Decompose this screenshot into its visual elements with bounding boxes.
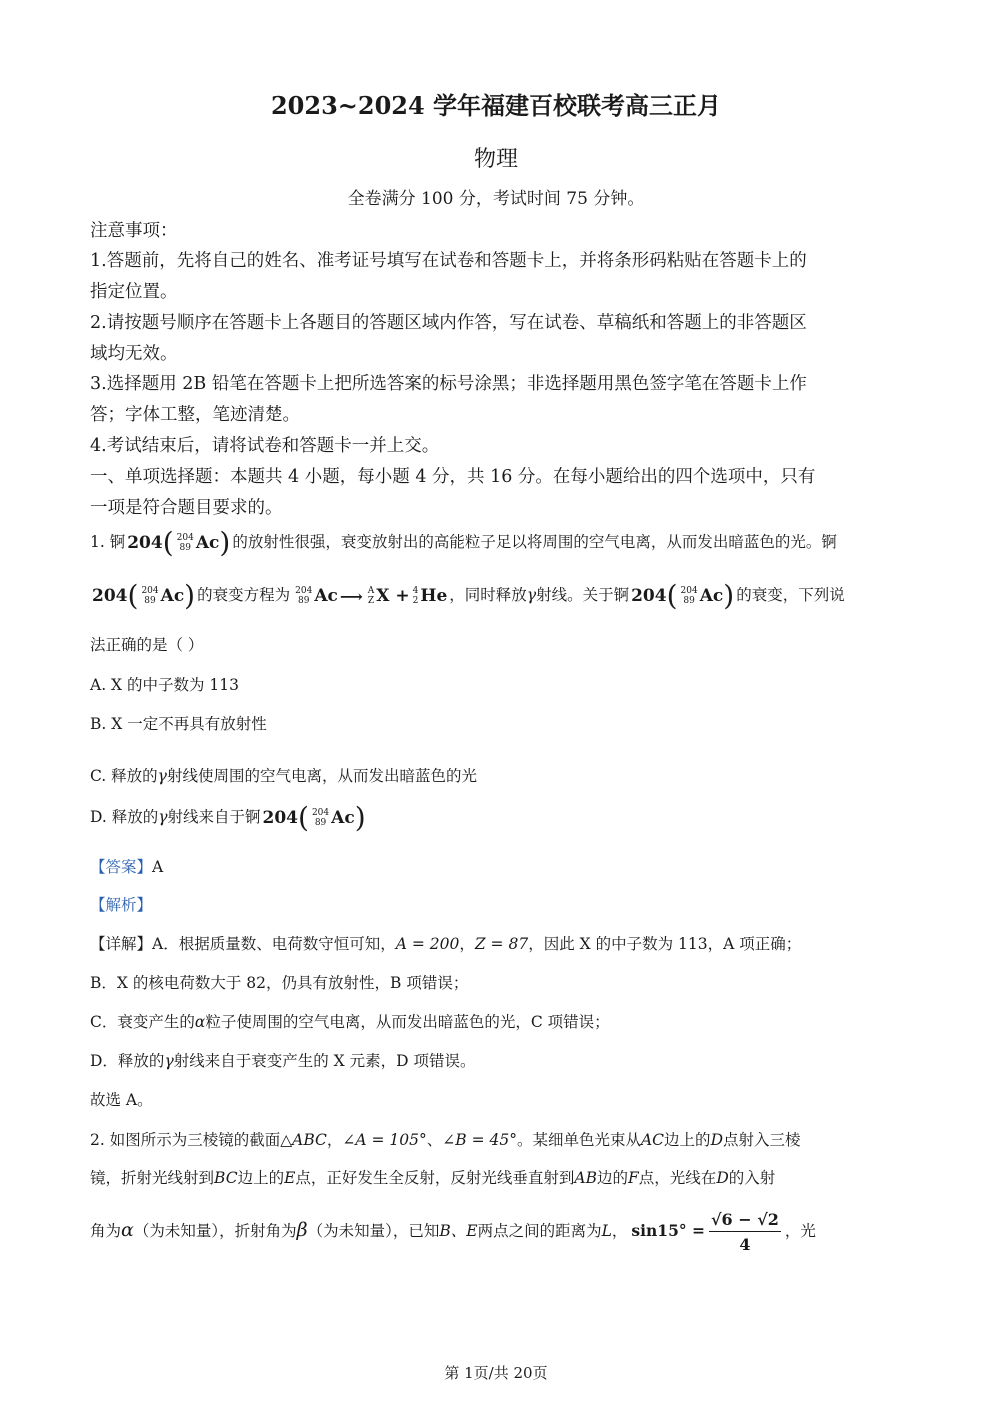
equation-a: A = 200 — [395, 935, 460, 953]
side-ab: AB — [574, 1169, 598, 1187]
section-heading-cont: 一项是符合题目要求的。 — [90, 498, 283, 518]
q2-text: 的入射 — [728, 1169, 776, 1187]
fraction — [709, 1210, 781, 1254]
x-mass: A — [367, 586, 375, 596]
q2-text: 点，正好发生全反射，反射光线垂直射到 — [295, 1169, 575, 1187]
q2-text: 2. 如图所示为三棱镜的截面 — [90, 1131, 281, 1149]
subject-title: 物理 — [473, 147, 518, 172]
gamma-symbol: γ — [157, 767, 167, 785]
answer-tag: 【答案】 — [90, 858, 153, 876]
q2-text: 点，光线在 — [638, 1169, 717, 1187]
q2-text: 边上的 — [664, 1131, 711, 1149]
analysis-b: B．X 的核电荷数大于 82，仍具有放射性，B 项错误； — [90, 974, 469, 992]
analysis-c — [90, 1010, 905, 1032]
q2-text: 点射入三棱 — [723, 1131, 801, 1149]
mass-number: 204 — [176, 533, 194, 543]
note-2-cont: 域均无效。 — [90, 344, 178, 364]
q2-text: 两点之间的距离为 — [477, 1222, 602, 1240]
atomic-number: 89 — [179, 543, 191, 553]
q2-text: 。某细单色光束从 — [516, 1131, 641, 1149]
analysis-tag — [90, 893, 905, 915]
notes-heading: 注意事项： — [90, 221, 178, 241]
q2-text: （为未知量），折射角为 — [133, 1222, 297, 1240]
point-e: E — [284, 1169, 296, 1187]
sin-expression: sin15° = — [631, 1221, 706, 1240]
analysis-c-text: 粒子使周围的空气电离，从而发出暗蓝色的光，C 项错误； — [205, 1013, 610, 1031]
angle-b: ∠B = 45° — [442, 1131, 517, 1149]
note-4: 4.考试结束后，请将试卷和答题卡一并上交。 — [90, 436, 440, 456]
atomic-number: 89 — [144, 596, 156, 606]
nuclide-formula: 204 ( 204 89 Ac ) — [262, 801, 366, 834]
mass-number: 204 — [141, 586, 159, 596]
exam-title: 2023~2024 学年福建百校联考高三正月 — [270, 91, 722, 120]
q1-text: 的衰变，下列说 — [736, 586, 845, 604]
q2-text: 边上的 — [237, 1169, 285, 1187]
option-c-text: 射线使周围的空气电离，从而发出暗蓝色的光 — [166, 767, 477, 785]
atomic-number: 89 — [683, 596, 695, 606]
point-d: D — [716, 1169, 729, 1187]
q2-text: ，光 — [784, 1222, 816, 1240]
option-a: A. X 的中子数为 113 — [90, 676, 240, 694]
note-1 — [90, 247, 905, 272]
q1-text: 的放射性很强，衰变放射出的高能粒子足以将周围的空气电离，从而发出暗蓝色的光。锕 — [232, 533, 837, 551]
detail-prefix: 【详解】A．根据质量数、电荷数守恒可知， — [90, 935, 396, 953]
side-bc: BC — [214, 1169, 238, 1187]
q2-text: ， — [611, 1222, 628, 1240]
side-ac: AC — [640, 1131, 665, 1149]
q2-line-1 — [90, 1128, 905, 1150]
q1-text: ，同时释放 — [449, 586, 527, 604]
point-f: F — [628, 1169, 639, 1187]
q1-text: 的衰变方程为 — [197, 586, 291, 604]
nuclide-number: 204 — [262, 808, 299, 828]
x-symbol: X — [376, 586, 390, 606]
separator: ， — [459, 935, 475, 953]
q2-text: 、 — [426, 1131, 443, 1149]
equation-z: Z = 87 — [474, 935, 529, 953]
exam-info: 全卷满分 100 分，考试时间 75 分钟。 — [347, 189, 645, 209]
nuclide-number: 204 — [127, 533, 163, 553]
analysis-d — [90, 1049, 905, 1071]
fraction-denominator: 4 — [739, 1235, 751, 1254]
mass-number: 204 — [311, 808, 330, 818]
analysis-d-text: 射线来自于衰变产生的 X 元素，D 项错误。 — [173, 1052, 476, 1070]
q2-line-3 — [90, 1210, 905, 1254]
point-d: D — [710, 1131, 723, 1149]
note-1-cont: 指定位置。 — [90, 282, 178, 302]
beta-symbol: β — [296, 1219, 308, 1241]
alpha-symbol: α — [121, 1219, 134, 1241]
answer-line — [90, 855, 905, 877]
conclusion: 故选 A。 — [90, 1091, 153, 1109]
note-3: 3.选择题用 2B 铅笔在答题卡上把所选答案的标号涂黑；非选择题用黑色签字笔在答题卡上作 — [90, 374, 807, 394]
he-symbol: He — [420, 586, 448, 606]
nuclide-number: 204 — [92, 586, 128, 606]
q1-prefix: 1. 锕 — [90, 533, 126, 551]
note-1-line-a: 1.答题前，先将自己的姓名、准考证号填写在试卷和答题卡上，并将条形码粘贴在答题卡上的 — [90, 251, 807, 271]
alpha-symbol: α — [194, 1013, 206, 1031]
arrow-icon: ⟶ — [339, 586, 363, 606]
gamma-symbol: γ — [158, 808, 168, 826]
option-b: B. X 一定不再具有放射性 — [90, 715, 267, 733]
option-c-prefix: C. 释放的 — [90, 767, 158, 785]
nuclide-formula: 204 ( 204 89 Ac ) — [631, 579, 735, 612]
q1-line-1 — [90, 526, 905, 559]
q2-line-2 — [90, 1166, 905, 1188]
gamma-symbol: γ — [526, 586, 537, 604]
gamma-symbol: γ — [164, 1052, 174, 1070]
he-mass: 4 — [412, 586, 419, 596]
mass-number: 204 — [295, 586, 313, 596]
q1-line-2 — [90, 579, 905, 612]
analysis-c-prefix: C．衰变产生的 — [90, 1013, 195, 1031]
detail-line — [90, 932, 905, 954]
he-charge: 2 — [412, 596, 419, 606]
q2-text: 边的 — [597, 1169, 629, 1187]
q2-text: ， — [326, 1131, 343, 1149]
decay-equation — [292, 586, 447, 606]
option-c — [90, 764, 905, 786]
element-symbol: Ac — [160, 586, 185, 606]
answer-value: A — [152, 858, 164, 876]
option-d — [90, 801, 905, 834]
q2-text: （为未知量），已知 — [307, 1222, 440, 1240]
x-charge: Z — [367, 596, 375, 606]
nuclide-formula: 204 ( 204 89 Ac ) — [127, 526, 231, 559]
note-2: 2.请按题号顺序在答题卡上各题目的答题区域内作答，写在试卷、草稿纸和答题上的非答题区 — [90, 313, 807, 333]
fraction-numerator: √6 − √2 — [709, 1210, 781, 1232]
triangle-label: △ABC — [280, 1131, 327, 1149]
note-3-cont: 答；字体工整，笔迹清楚。 — [90, 405, 300, 425]
q1-line-3: 法正确的是（ ） — [90, 636, 204, 654]
option-d-prefix: D. 释放的 — [90, 808, 159, 826]
points-be: B、E — [439, 1222, 478, 1240]
page-footer: 第 1页/共 20页 — [444, 1364, 548, 1382]
detail-suffix: ，因此 X 的中子数为 113，A 项正确； — [528, 935, 802, 953]
q2-text: 镜，折射光线射到 — [90, 1169, 215, 1187]
nuclide-formula: 204 ( 204 89 Ac ) — [92, 579, 196, 612]
option-d-text: 射线来自于锕 — [167, 808, 261, 826]
section-heading: 一、单项选择题：本题共 4 小题，每小题 4 分，共 16 分。在每小题给出的四个选项中，只有 — [90, 467, 816, 487]
atomic-number: 89 — [297, 596, 310, 606]
distance-l: L — [601, 1222, 612, 1240]
q2-text: 角为 — [90, 1222, 122, 1240]
nuclide-number: 204 — [631, 586, 667, 606]
q1-text: 射线。关于锕 — [536, 586, 630, 604]
mass-number: 204 — [680, 586, 698, 596]
element-symbol: Ac — [331, 808, 355, 828]
atomic-number: 89 — [314, 818, 327, 828]
element-symbol: Ac — [699, 586, 724, 606]
element-symbol: Ac — [195, 533, 220, 553]
analysis-label: 【解析】 — [90, 896, 153, 914]
element-symbol: Ac — [314, 586, 338, 606]
angle-a: ∠A = 105° — [342, 1131, 427, 1149]
plus-sign: + — [395, 586, 410, 606]
analysis-d-prefix: D．释放的 — [90, 1052, 165, 1070]
